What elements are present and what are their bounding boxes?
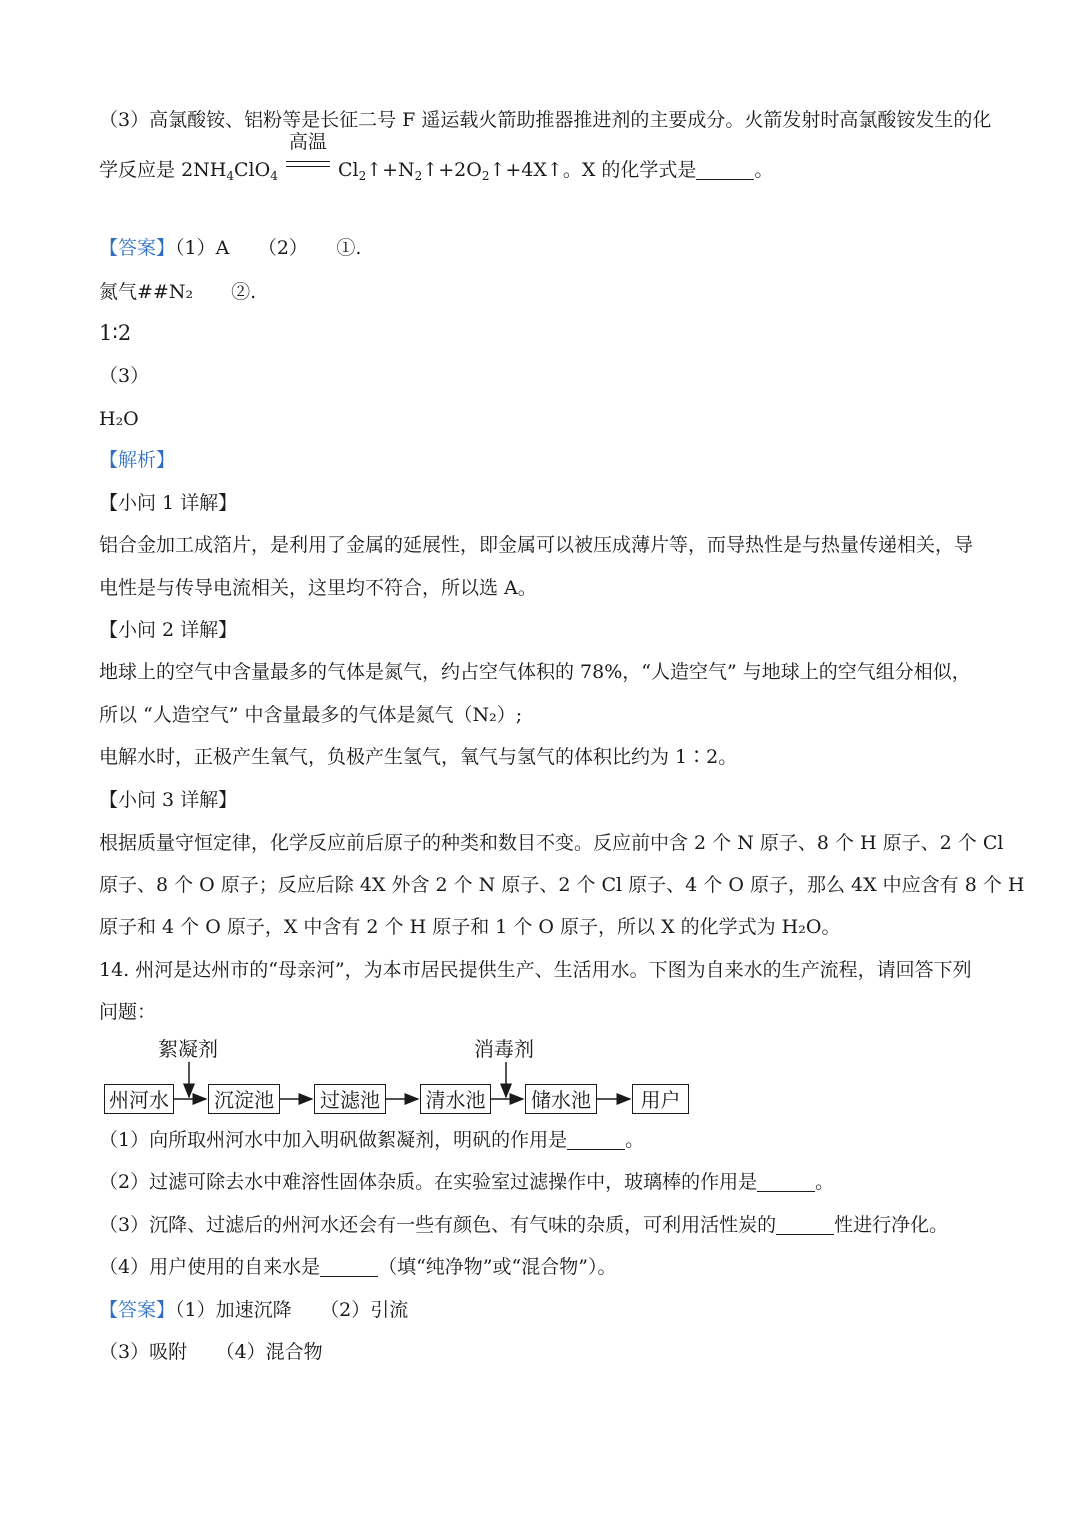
question-text: 问题： — [99, 1001, 157, 1023]
sub-question: （3）沉降、过滤后的州河水还会有一些有颜色、有气味的杂质，可利用活性炭的 性进行净化。 — [99, 1214, 949, 1236]
flow-node: 州河水 — [104, 1084, 174, 1114]
analysis-text: 所以 “人造空气” 中含量最多的气体是氮气（N₂）; — [99, 704, 523, 726]
answer-line: 【答案】（1）A （2） ①. — [99, 237, 362, 259]
answer-line: 氮气##N₂ ②. — [99, 281, 257, 303]
question-text: 14. 州河是达州市的“母亲河”，为本市居民提供生产、生活用水。下图为自来水的生产流程，请回答下列 — [99, 959, 972, 981]
section-heading: 【小问 2 详解】 — [99, 619, 238, 641]
answer-blank — [320, 1258, 378, 1277]
analysis-tag: 【解析】 — [99, 449, 176, 471]
answer-blank — [776, 1216, 834, 1235]
question-text: （3）高氯酸铵、铝粉等是长征二号 F 遥运载火箭助推器推进剂的主要成分。火箭发射时高氯酸铵发生的化 — [99, 109, 992, 131]
section-heading: 【小问 3 详解】 — [99, 789, 238, 811]
flow-node: 沉淀池 — [208, 1084, 280, 1114]
analysis-text: 电解水时，正极产生氧气，负极产生氢气，氧气与氢气的体积比约为 1∶2。 — [99, 746, 738, 768]
analysis-text: 根据质量守恒定律，化学反应前后原子的种类和数目不变。反应前中含 2 个 N 原子、8 个 H 原子、2 个 Cl — [99, 832, 1004, 854]
analysis-text: 铝合金加工成箔片，是利用了金属的延展性，即金属可以被压成薄片等，而导热性是与热量传递相关，导 — [99, 534, 974, 556]
flow-node: 过滤池 — [314, 1084, 386, 1114]
sub-question: （1）向所取州河水中加入明矾做絮凝剂，明矾的作用是 。 — [99, 1129, 645, 1151]
analysis-text: 原子、8 个 O 原子；反应后除 4X 外含 2 个 N 原子、2 个 Cl 原子、4 个 O 原子，那么 4X 中应含有 8 个 H — [99, 874, 1025, 896]
answer-tag: 【答案】 — [99, 1299, 176, 1321]
sub-question: （4）用户使用的自来水是 （填“纯净物”或“混合物”）。 — [99, 1256, 617, 1278]
answer-line: 【答案】（1）加速沉降 （2）引流 — [99, 1299, 409, 1321]
disinfectant-label: 消毒剂 — [474, 1037, 534, 1061]
flow-node: 清水池 — [420, 1084, 491, 1114]
answer-line: （3） — [99, 365, 150, 387]
answer-line: H₂O — [99, 408, 139, 430]
answer-tag: 【答案】 — [99, 237, 176, 259]
flow-node: 储水池 — [525, 1084, 597, 1114]
analysis-text: 原子和 4 个 O 原子，X 中含有 2 个 H 原子和 1 个 O 原子，所以 X 的化学式为 H₂O。 — [99, 916, 841, 938]
answer-line: （3）吸附 （4）混合物 — [99, 1341, 323, 1363]
flow-node: 用户 — [632, 1084, 689, 1114]
answer-blank — [567, 1131, 625, 1150]
answer-line: 1∶2 — [99, 321, 132, 345]
chemical-equation: 学反应是 $2NH_4ClO_4$ 高温 $Cl_2↑+N_2↑+2O_2↑+4X↑$。X 的化学式是 。 — [99, 131, 774, 183]
answer-blank — [757, 1173, 815, 1192]
sub-question: （2）过滤可除去水中难溶性固体杂质。在实验室过滤操作中，玻璃棒的作用是 。 — [99, 1171, 835, 1193]
section-heading: 【小问 1 详解】 — [99, 492, 238, 514]
reaction-condition: 高温 — [286, 152, 330, 176]
flocculant-label: 絮凝剂 — [158, 1037, 218, 1061]
analysis-text: 电性是与传导电流相关，这里均不符合，所以选 A。 — [99, 577, 537, 599]
analysis-text: 地球上的空气中含量最多的气体是氮气，约占空气体积的 78%，“人造空气” 与地球上的空气组分相似， — [99, 661, 971, 683]
